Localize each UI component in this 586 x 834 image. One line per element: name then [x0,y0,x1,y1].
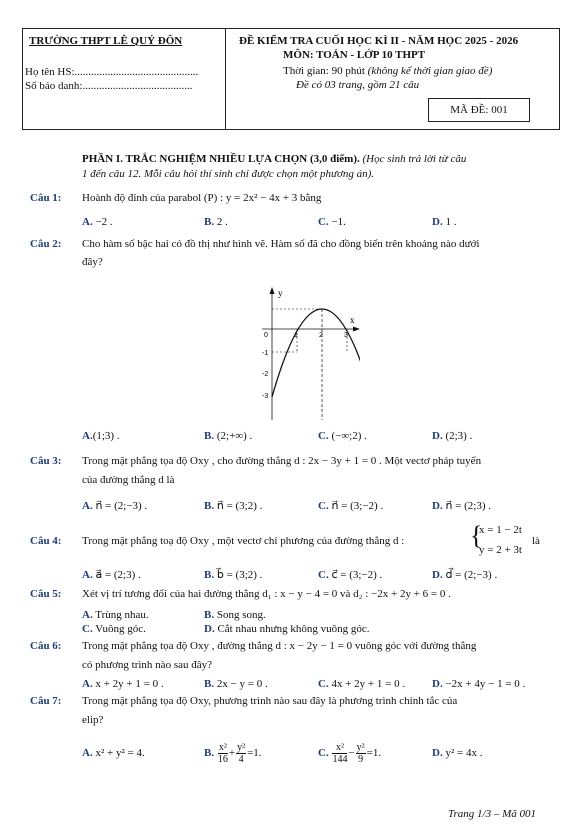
exam-code-box: MÃ ĐỀ: 001 [428,98,530,122]
parabola-graph [250,285,360,425]
tick-0: 0 [264,332,268,339]
question-5-text: Xét vị trí tương đối của hai đường thẳng d₁ : x − y − 4 = 0 và d₂ : −2x + 2y + 6 = 0 . [82,588,451,600]
q5-option-a[interactable]: A. Trùng nhau. [82,609,149,621]
question-4-tail: là [532,535,540,547]
q4-option-a[interactable]: A. a⃗ = (2;3) . [82,569,141,581]
system-brace: { [470,521,483,550]
question-1-text: Hoành độ đỉnh của parabol (P) : y = 2x² − 4x + 3 bằng [82,192,322,204]
system-eq-1: x = 1 − 2t [479,524,522,536]
exam-time: Thời gian: 90 phút (không kể thời gian giao đề) [283,65,493,77]
question-3-text: Trong mặt phẳng tọa độ Oxy , cho đường thẳng d : 2x − 3y + 1 = 0 . Một vectơ pháp tuyến [82,455,482,467]
question-4-text: Trong mặt phẳng toạ độ Oxy , một vectơ chỉ phương của đường thẳng d : [82,535,405,547]
question-3-text-cont: của đường thẳng d là [82,474,175,486]
q1-option-d[interactable]: D. 1 . [432,216,457,228]
x-axis-label: x [350,315,355,325]
student-id-field: Số báo danh:........................................ [25,80,193,92]
q3-option-a[interactable]: A. n⃗ = (2;−3) . [82,500,148,512]
q1-option-b[interactable]: B. 2 . [204,216,228,228]
x-axis-arrow [353,327,360,332]
q4-option-c[interactable]: C. c⃗ = (3;−2) . [318,569,383,581]
q2-option-d[interactable]: D. (2;3) . [432,430,473,442]
system-eq-2: y = 2 + 3t [479,544,522,556]
question-7: Câu 7: [30,695,62,707]
question-6: Câu 6: [30,640,62,652]
q1-option-c[interactable]: C. −1. [318,216,346,228]
question-7-text-cont: elip? [82,714,104,726]
section-heading: PHẦN I. TRẮC NGHIỆM NHIỀU LỰA CHỌN (3,0 điểm). (Học sinh trả lời từ câu [82,153,467,165]
question-6-text: Trong mặt phẳng tọa độ Oxy , đường thẳng d : x − 2y − 1 = 0 vuông góc với đường thẳng [82,640,477,652]
frac-c-1: $\frac{\text{x²}}{144}$ [332,741,348,765]
question-5: Câu 5: [30,588,62,600]
q2-option-b[interactable]: B. (2;+∞) . [204,430,253,442]
q6-option-a[interactable]: A. x + 2y + 1 = 0 . [82,678,164,690]
q5-option-d[interactable]: D. Cắt nhau nhưng không vuông góc. [204,623,370,635]
q7-option-a[interactable]: A. x² + y² = 4. [82,747,145,759]
tick-x-2: 2 [319,332,323,339]
tick-y-2: -2 [262,371,269,378]
question-1: Câu 1: [30,192,62,204]
section-instructions: 1 đến câu 12. Mỗi câu hỏi thí sinh chỉ được chọn một phương án). [82,168,374,180]
header-divider [225,29,226,129]
question-6-text-cont: có phương trình nào sau đây? [82,659,212,671]
parabola-curve [272,309,360,397]
frac-c-2: $\frac{\text{y²}}{9}$ [356,741,365,765]
exam-title: ĐỀ KIỂM TRA CUỐI HỌC KÌ II - NĂM HỌC 2025 - 2026 [239,35,519,47]
q2-option-a[interactable]: A.(1;3) . [82,430,120,442]
q7-option-b[interactable]: B. $\frac{\text{x²}}{16}$ + $\frac{\text{y²}}{4}$ =1. [204,741,262,765]
question-2-text: Cho hàm số bậc hai có đồ thị như hình vẽ. Hàm số đã cho đồng biến trên khoảng nào dưới [82,238,480,250]
q6-option-d[interactable]: D. −2x + 4y − 1 = 0 . [432,678,526,690]
q6-option-c[interactable]: C. 4x + 2y + 1 = 0 . [318,678,406,690]
tick-y-1: -1 [262,350,269,357]
pages-note: Đề có 03 trang, gồm 21 câu [296,79,420,91]
q1-option-a[interactable]: A. −2 . [82,216,113,228]
q2-option-c[interactable]: C. (−∞;2) . [318,430,367,442]
y-axis-label: y [278,288,283,298]
q3-option-c[interactable]: C. n⃗ = (3;−2) . [318,500,384,512]
q7-option-d[interactable]: D. y² = 4x . [432,747,483,759]
question-4: Câu 4: [30,535,62,547]
school-name: TRƯỜNG THPT LÊ QUÝ ĐÔN [29,35,183,47]
header-box [22,28,560,130]
q7-option-c[interactable]: C. $\frac{\text{x²}}{144}$ − $\frac{\text{y²}}{9}$ =1. [318,741,382,765]
question-2-text-cont: đây? [82,256,103,268]
student-name-field: Họ tên HS:............................................. [25,66,199,78]
subject-title: MÔN: TOÁN - LỚP 10 THPT [283,49,426,61]
tick-x-3: 3 [344,332,348,339]
tick-y-3: -3 [262,393,269,400]
question-3: Câu 3: [30,455,62,467]
q5-option-c[interactable]: C. Vuông góc. [82,623,146,635]
q5-option-b[interactable]: B. Song song. [204,609,266,621]
page-footer: Trang 1/3 – Mã 001 [448,808,537,820]
frac-b-1: $\frac{\text{x²}}{16}$ [217,741,228,765]
frac-b-2: $\frac{\text{y²}}{4}$ [237,741,246,765]
q6-option-b[interactable]: B. 2x − y = 0 . [204,678,268,690]
q4-option-b[interactable]: B. b⃗ = (3;2) . [204,569,263,581]
q4-option-d[interactable]: D. d⃗ = (2;−3) . [432,569,498,581]
y-axis-arrow [270,287,275,294]
question-7-text: Trong mặt phẳng tọa độ Oxy, phương trình nào sau đây là phương trình chính tắc của [82,695,458,707]
q3-option-d[interactable]: D. n⃗ = (2;3) . [432,500,492,512]
q3-option-b[interactable]: B. n⃗ = (3;2) . [204,500,263,512]
tick-x-1: 1 [294,332,298,339]
question-2: Câu 2: [30,238,62,250]
